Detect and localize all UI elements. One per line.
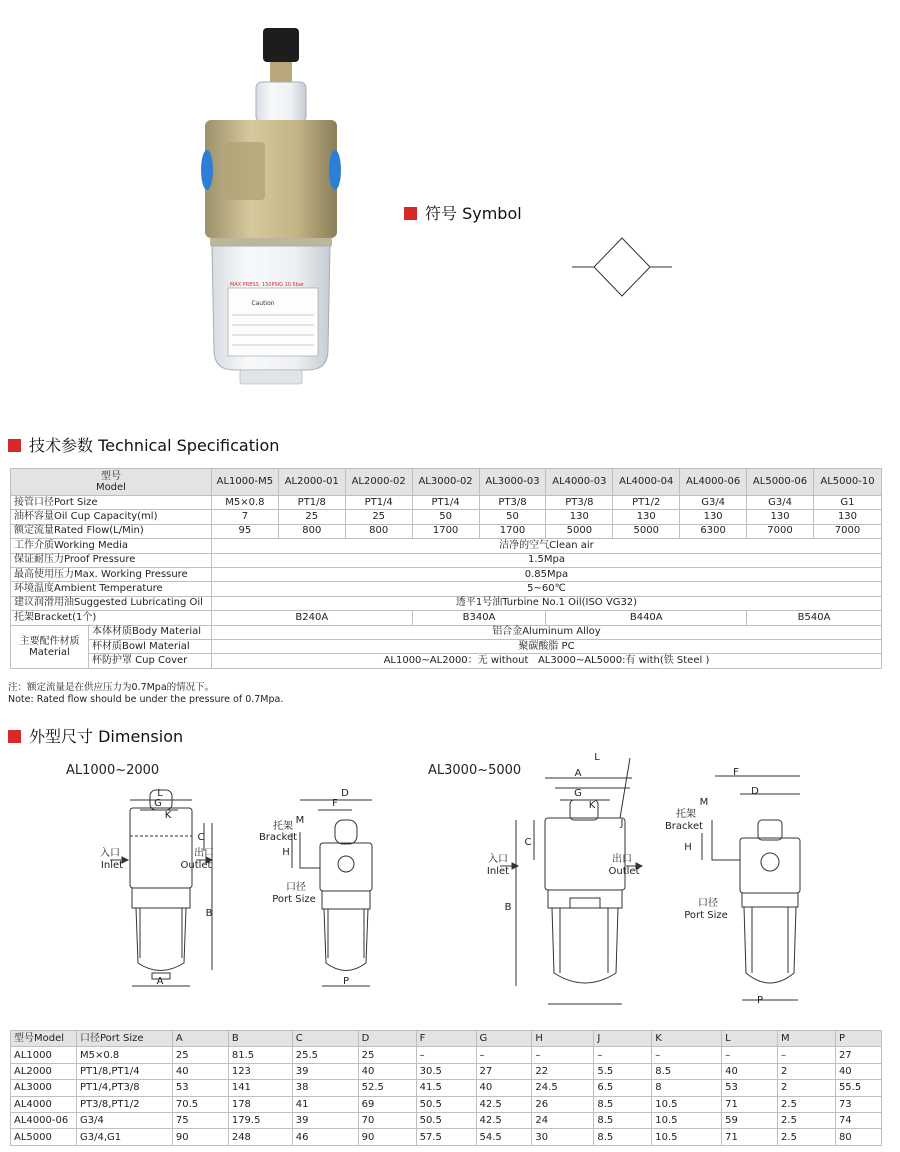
cell: 75 [172,1112,228,1128]
cell: PT1/4 [345,496,412,510]
bracket-cn: 托架 [676,809,696,820]
cell: 26 [532,1096,594,1112]
dim-header: P [835,1031,881,1047]
cell: 8.5 [594,1096,652,1112]
lubricator-symbol [572,236,672,300]
cell: 25 [345,510,412,524]
cell: 800 [345,524,412,538]
spec-table [10,468,882,669]
cell: 90 [172,1129,228,1145]
dimension-header-row [11,1031,882,1047]
dim-letter: L [594,752,600,763]
cell: 41 [292,1096,358,1112]
dim-header: A [172,1031,228,1047]
dim-letter: G [574,788,582,799]
row-label: 最高使用压力Max. Working Pressure [11,567,212,581]
cell: 130 [613,510,680,524]
small-front-view [110,790,212,986]
cell: AL4000 [11,1096,77,1112]
cell: 6300 [680,524,747,538]
port-cn: 口径 [286,882,306,893]
model-col: AL2000-02 [345,469,412,496]
cell: 39 [292,1112,358,1128]
model-header-en: Model [95,482,126,493]
cell: 53 [722,1080,778,1096]
cell: 53 [172,1080,228,1096]
cup-cover-row [11,654,882,668]
cell: 70.5 [172,1096,228,1112]
caution-label: Caution [251,300,275,307]
shared-value: 1.5Mpa [211,553,881,567]
row-label: 杯材质Bowl Material [88,639,211,653]
model-header [11,469,212,496]
cell: M5×0.8 [211,496,278,510]
cell: 57.5 [416,1129,476,1145]
ambient-temp-row [11,582,882,596]
cell: 25.5 [292,1047,358,1063]
dim-letter: L [157,788,163,799]
row-label: 工作介质Working Media [11,539,212,553]
row-label: 保证耐压力Proof Pressure [11,553,212,567]
cell: 80 [835,1129,881,1145]
bracket-en: Bracket [258,832,298,843]
svg-text:MAX PRESS. 150PSIG 10.5bar: MAX PRESS. 150PSIG 10.5bar [230,282,305,288]
cell: 7000 [813,524,881,538]
bracket-row [11,611,882,625]
rated-flow-row [11,524,882,538]
dimension-table [10,1030,882,1146]
row-label: 杯防护罩 Cup Cover [88,654,211,668]
dim-letter: B [504,902,512,913]
cell: 130 [747,510,814,524]
model-col: AL4000-06 [680,469,747,496]
cell: 71 [722,1129,778,1145]
table-row [11,1047,882,1063]
cell: 123 [228,1063,292,1079]
large-model-caption: AL3000~5000 [428,763,522,778]
inlet-cn: 入口 [488,854,508,865]
cell: 38 [292,1080,358,1096]
cell: 179.5 [228,1112,292,1128]
cell: 70 [358,1112,416,1128]
cell: – [652,1047,722,1063]
cell: 8 [652,1080,722,1096]
cell: PT1/8 [278,496,345,510]
inlet-en: Inlet [100,860,124,871]
shared-value: 0.85Mpa [211,567,881,581]
symbol-title-text: 符号 Symbol [425,204,522,223]
cell: PT3/8,PT1/2 [76,1096,172,1112]
cell: 27 [835,1047,881,1063]
dim-letter: P [342,976,350,987]
spec-title [8,433,279,456]
dim-header: C [292,1031,358,1047]
dimension-title-text: 外型尺寸 Dimension [29,727,184,746]
shared-value: 洁净的空气Clean air [211,539,881,553]
model-col: AL5000-06 [747,469,814,496]
row-label: 建议润滑用油Suggested Lubricating Oil [11,596,212,610]
cell: 22 [532,1063,594,1079]
cell: 46 [292,1129,358,1145]
cell: 130 [813,510,881,524]
dim-letter: M [295,815,305,826]
cell: 24 [532,1112,594,1128]
cell: 2.5 [778,1112,836,1128]
dim-header: M [778,1031,836,1047]
cell: 95 [211,524,278,538]
dimension-title [8,724,183,747]
dim-letter: P [756,995,764,1006]
dim-letter: G [154,798,162,809]
dim-header: D [358,1031,416,1047]
model-col: AL3000-02 [412,469,479,496]
dim-header: H [532,1031,594,1047]
cell: 5000 [546,524,613,538]
table-row [11,1112,882,1128]
cell: AL1000 [11,1047,77,1063]
dim-letter: F [733,767,739,778]
row-label: 环境温度Ambient Temperature [11,582,212,596]
dim-header: G [476,1031,532,1047]
cell: 2 [778,1063,836,1079]
cell: 25 [172,1047,228,1063]
inlet-en: Inlet [486,866,510,877]
cell: 10.5 [652,1096,722,1112]
cell: 178 [228,1096,292,1112]
dim-letter: K [164,810,172,821]
cell: G3/4,G1 [76,1129,172,1145]
cell: – [476,1047,532,1063]
working-media-row [11,539,882,553]
cell: 1700 [412,524,479,538]
note-en: Note: Rated flow should be under the pressure of 0.7Mpa. [8,694,284,705]
dim-letter: H [684,842,692,853]
cell: 7000 [747,524,814,538]
cell: 42.5 [476,1096,532,1112]
cell: 59 [722,1112,778,1128]
cell: – [778,1047,836,1063]
row-label: 额定流量Rated Flow(L/Min) [11,524,212,538]
cell: 90 [358,1129,416,1145]
row-label: 本体材质Body Material [88,625,211,639]
cell: – [722,1047,778,1063]
shared-value: 5~60℃ [211,582,881,596]
cell: 8.5 [652,1063,722,1079]
shared-value: 透平1号油Turbine No.1 Oil(ISO VG32) [211,596,881,610]
shared-value: 聚碳酸脂 PC [211,639,881,653]
dim-letter: M [699,797,709,808]
cell: 25 [278,510,345,524]
cell: G1 [813,496,881,510]
dim-letter: B [205,908,213,919]
cell: 10.5 [652,1112,722,1128]
dimension-drawings [0,748,900,1023]
dim-header: F [416,1031,476,1047]
row-label: 托架Bracket(1个) [11,611,212,625]
outlet-en: Outlet [608,866,640,877]
title-marker [404,207,417,220]
cell: 40 [358,1063,416,1079]
table-row [11,1096,882,1112]
shared-value: AL1000~AL2000：无 without AL3000~AL5000:有 with(铁 Steel ) [211,654,881,668]
cell: 50.5 [416,1096,476,1112]
cell: 40 [722,1063,778,1079]
cell: – [416,1047,476,1063]
cell: 8.5 [594,1129,652,1145]
cell: 25 [358,1047,416,1063]
cell: 69 [358,1096,416,1112]
cell: G3/4 [680,496,747,510]
dim-letter: H [282,847,290,858]
cell: 40 [476,1080,532,1096]
cell: 55.5 [835,1080,881,1096]
cell: PT1/4,PT3/8 [76,1080,172,1096]
cell: 141 [228,1080,292,1096]
cell: PT3/8 [479,496,546,510]
cell: 5.5 [594,1063,652,1079]
port-cn: 口径 [698,898,718,909]
cell: PT1/8,PT1/4 [76,1063,172,1079]
shared-value: 铝合金Aluminum Alloy [211,625,881,639]
bracket-value: B440A [546,611,747,625]
cell: AL2000 [11,1063,77,1079]
cell: 74 [835,1112,881,1128]
cell: 40 [835,1063,881,1079]
cell: 248 [228,1129,292,1145]
model-col: AL4000-04 [613,469,680,496]
table-row [11,1129,882,1145]
outlet-cn: 出口 [612,854,632,865]
material-label-cn: 主要配件材质 [19,635,80,647]
dim-header: L [722,1031,778,1047]
cell: PT1/4 [412,496,479,510]
model-col: AL5000-10 [813,469,881,496]
cell: 10.5 [652,1129,722,1145]
dim-letter: D [751,786,759,797]
cell: 50 [412,510,479,524]
cell: 2 [778,1080,836,1096]
cell: 8.5 [594,1112,652,1128]
symbol-title [404,201,522,224]
spec-title-text: 技术参数 Technical Specification [29,436,280,455]
model-col: AL4000-03 [546,469,613,496]
cell: 800 [278,524,345,538]
dim-letter: J [620,818,624,829]
outlet-cn: 出口 [194,848,214,859]
row-label: 接管口径Port Size [11,496,212,510]
dim-letter: A [574,768,582,779]
cell: 39 [292,1063,358,1079]
dim-letter: C [524,837,532,848]
cell: 7 [211,510,278,524]
cell: 5000 [613,524,680,538]
outlet-en: Outlet [180,860,212,871]
cell: 30.5 [416,1063,476,1079]
title-marker [8,730,21,743]
dim-header: B [228,1031,292,1047]
bracket-value: B340A [412,611,546,625]
cell: 40 [172,1063,228,1079]
model-col: AL1000-M5 [211,469,278,496]
port-en: Port Size [272,894,316,905]
model-header-cn: 型号 [100,471,121,482]
product-photo [190,20,350,390]
cell: 71 [722,1096,778,1112]
cell: 81.5 [228,1047,292,1063]
cell: 6.5 [594,1080,652,1096]
cell: – [532,1047,594,1063]
port-en: Port Size [684,910,728,921]
dim-letter: C [197,832,205,843]
small-model-caption: AL1000~2000 [66,763,160,778]
cell: PT1/2 [613,496,680,510]
cell: 54.5 [476,1129,532,1145]
cell: AL5000 [11,1129,77,1145]
cell: 27 [476,1063,532,1079]
cell: M5×0.8 [76,1047,172,1063]
cell: 2.5 [778,1096,836,1112]
cell: 1700 [479,524,546,538]
small-side-view [292,800,372,986]
material-label-en: Material [29,646,70,658]
lubricating-oil-row [11,596,882,610]
cell: 30 [532,1129,594,1145]
max-pressure-row [11,567,882,581]
dim-letter: K [588,800,596,811]
dim-header: 型号Model [11,1031,77,1047]
cell: 2.5 [778,1129,836,1145]
title-marker [8,439,21,452]
dim-letter: A [156,976,164,987]
bracket-value: B540A [747,611,882,625]
oil-cup-row [11,510,882,524]
material-group-label [11,625,89,668]
cell: – [594,1047,652,1063]
bowl-material-row [11,639,882,653]
dim-header: 口径Port Size [76,1031,172,1047]
model-col: AL2000-01 [278,469,345,496]
body-material-row [11,625,882,639]
note-cn: 注：额定流量是在供应压力为0.7Mpa的情况下。 [8,682,215,693]
large-side-view [699,776,800,1000]
cell: 41.5 [416,1080,476,1096]
rated-flow-note [8,682,283,706]
bracket-cn: 托架 [273,821,293,832]
inlet-cn: 入口 [100,848,120,859]
proof-pressure-row [11,553,882,567]
table-row [11,1080,882,1096]
spec-header-row [11,469,882,496]
dim-header: K [652,1031,722,1047]
cell: 52.5 [358,1080,416,1096]
cell: 130 [680,510,747,524]
port-size-row [11,496,882,510]
bracket-value: B240A [211,611,412,625]
cell: G3/4 [747,496,814,510]
row-label: 油杯容量Oil Cup Capacity(ml) [11,510,212,524]
table-row [11,1063,882,1079]
large-front-view [500,758,642,1004]
model-col: AL3000-03 [479,469,546,496]
cell: 73 [835,1096,881,1112]
cell: 42.5 [476,1112,532,1128]
dim-header: J [594,1031,652,1047]
dim-letter: F [332,798,338,809]
cell: PT3/8 [546,496,613,510]
cell: AL4000-06 [11,1112,77,1128]
dim-letter: D [341,788,349,799]
cell: 24.5 [532,1080,594,1096]
cell: AL3000 [11,1080,77,1096]
cell: 50 [479,510,546,524]
cell: 130 [546,510,613,524]
bracket-en: Bracket [664,821,704,832]
cell: G3/4 [76,1112,172,1128]
cell: 50.5 [416,1112,476,1128]
